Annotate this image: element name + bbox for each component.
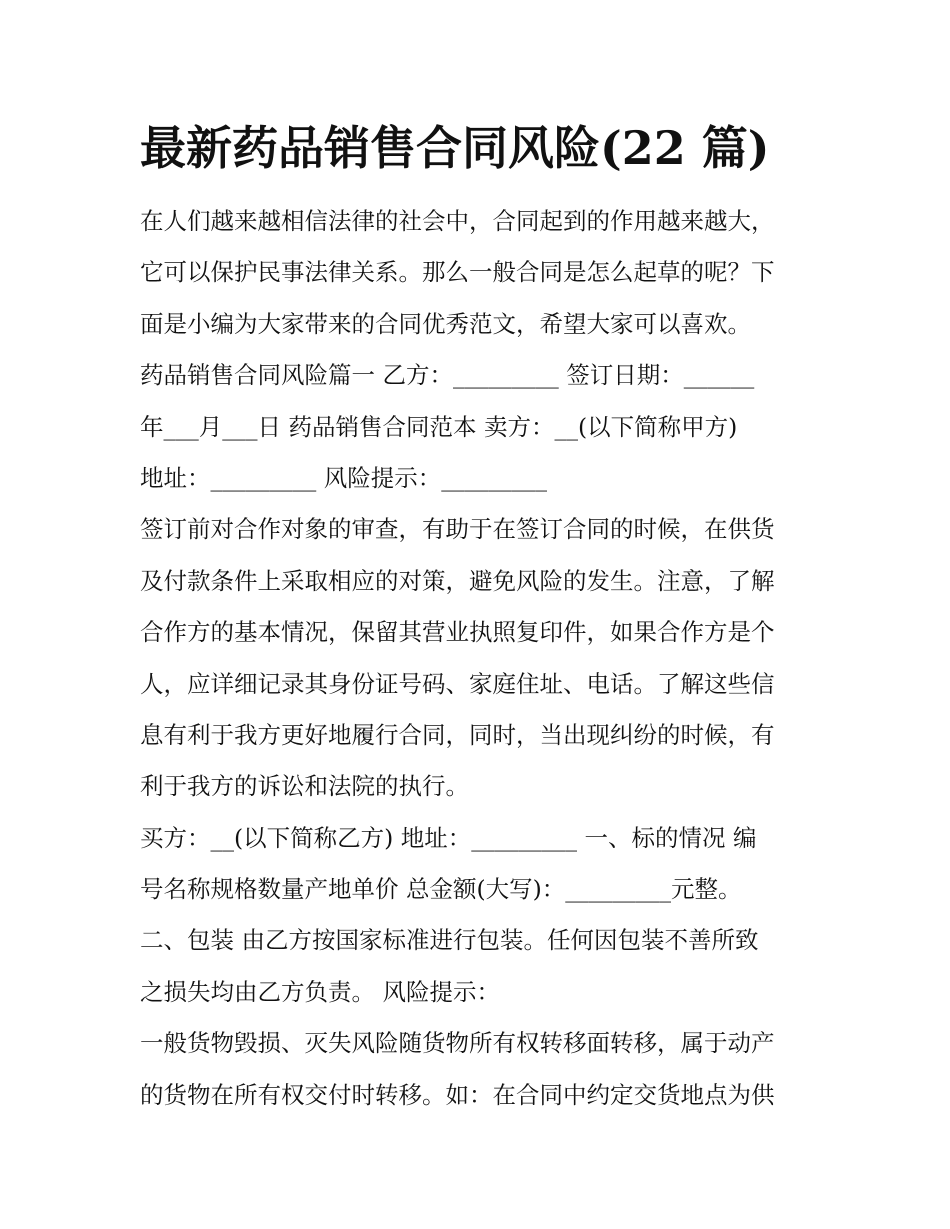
text-line-3: 面是小编为大家带来的合同优秀范文，希望大家可以喜欢。	[140, 309, 751, 338]
text-line-9: 合作方的基本情况，保留其营业执照复印件，如果合作方是个	[140, 618, 775, 647]
document-body	[140, 196, 830, 1121]
text-line-7: 签订前对合作对象的审查，有助于在签订合同的时候，在供货	[140, 515, 775, 544]
text-line-1: 在人们越来越相信法律的社会中，合同起到的作用越来越大，	[140, 207, 775, 235]
text-line-11: 息有利于我方更好地履行合同，同时，当出现纠纷的时候，有	[140, 720, 775, 749]
text-line-5: 年___月___日 药品销售合同范本 卖方：__(以下简称甲方)	[140, 412, 738, 441]
text-line-14: 号名称规格数量产地单价 总金额(大写)：_________元整。	[140, 875, 742, 904]
text-line-4: 药品销售合同风险篇一 乙方：_________ 签订日期：______	[140, 361, 755, 390]
text-line-18: 的货物在所有权交付时转移。如：在合同中约定交货地点为供	[140, 1080, 775, 1109]
document-title: 最新药品销售合同风险(22 篇)	[140, 121, 770, 175]
text-line-17: 一般货物毁损、灭失风险随货物所有权转移面转移，属于动产	[140, 1029, 775, 1058]
text-line-10: 人，应详细记录其身份证号码、家庭住址、电话。了解这些信	[140, 669, 775, 698]
text-line-12: 利于我方的诉讼和法院的执行。	[140, 772, 469, 801]
text-line-13: 买方：__(以下简称乙方) 地址：_________ 一、标的情况 编	[140, 823, 757, 852]
text-line-16: 之损失均由乙方负责。 风险提示：	[140, 977, 500, 1006]
text-line-6: 地址：_________ 风险提示：_________	[140, 463, 547, 492]
text-line-8: 及付款条件上采取相应的对策，避免风险的发生。注意，了解	[140, 566, 775, 595]
text-line-15: 二、包装 由乙方按国家标准进行包装。任何因包装不善所致	[140, 926, 759, 955]
text-line-2: 它可以保护民事法律关系。那么一般合同是怎么起草的呢？下	[140, 258, 775, 287]
